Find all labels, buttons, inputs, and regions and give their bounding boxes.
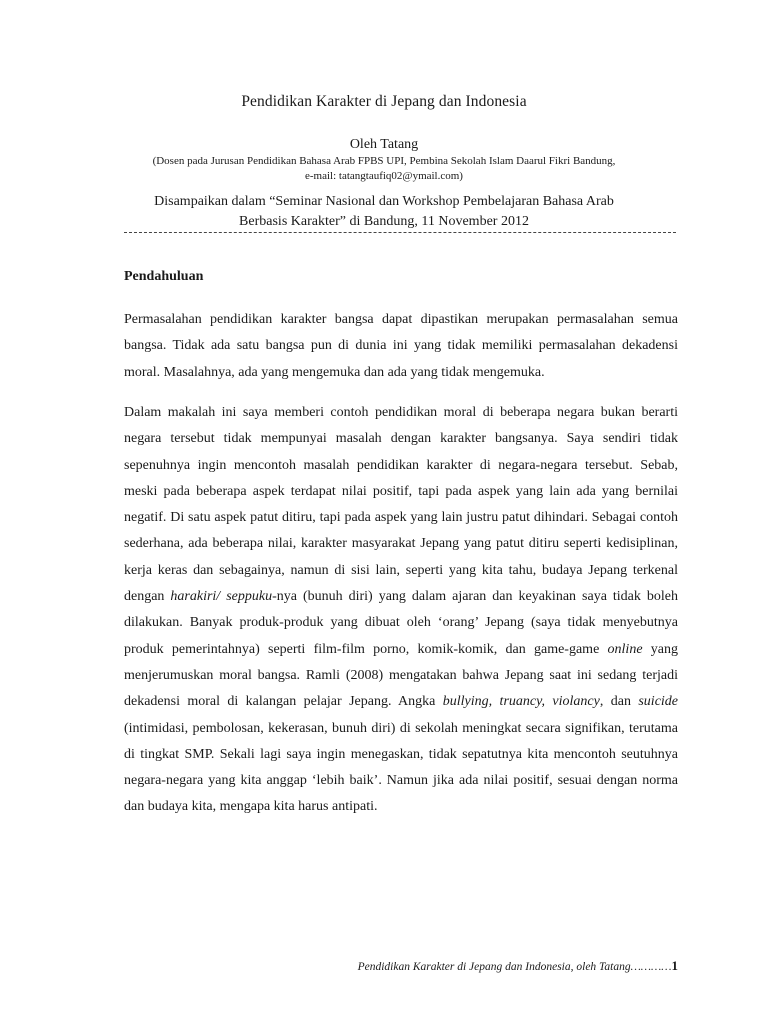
footer-text: Pendidikan Karakter di Jepang dan Indonesia, oleh Tatang…………: [357, 961, 672, 973]
affiliation-email: e-mail: tatangtaufiq02@ymail.com): [305, 170, 463, 182]
paragraph-2-text: , dan: [599, 694, 639, 710]
presented-line-1: Disampaikan dalam “Seminar Nasional dan Workshop Pembelajaran Bahasa Arab: [154, 194, 614, 209]
italic-term: bullying, truancy, violancy: [442, 694, 600, 710]
paragraph-1: Permasalahan pendidikan karakter bangsa dapat dipastikan merupakan permasalahan semua bangsa. Tidak ada satu bangsa pun di dunia ini yang tidak memiliki permasalahan dekadensi moral. Masalahnya, ada yang mengemuka dan ada yang tidak mengemuka.: [124, 312, 678, 380]
italic-term: online: [607, 641, 643, 657]
presented-at: [0, 192, 768, 232]
presented-line-2: Berbasis Karakter” di Bandung, 11 November 2012: [239, 214, 529, 229]
dashed-divider: [124, 232, 676, 233]
author-line: Oleh Tatang: [349, 137, 419, 152]
author-affiliation: [0, 154, 768, 184]
paragraph-2-text: yang menjerumuskan moral bangsa. Ramli (2008) mengatakan bahwa Jepang saat ini sedang terjadi dekadensi moral di kalangan pelajar Jepang. Angka: [124, 641, 679, 710]
paragraph-2-text: -nya (bunuh diri) yang dalam ajaran dan keyakinan saya tidak boleh dilakukan. Banyak produk-produk yang dibuat oleh ‘orang’ Jepang (saya tidak menyebutnya produk pemerintahnya) seperti film-film porno, komik-komik, dan game-game: [124, 589, 678, 657]
affiliation-line-1: (Dosen pada Jurusan Pendidikan Bahasa Arab FPBS UPI, Pembina Sekolah Islam Daarul Fikri Bandung,: [152, 155, 616, 167]
page-footer: [358, 958, 678, 974]
paragraph-2-text: (intimidasi, pembolosan, kekerasan, bunuh diri) di sekolah meningkat secara signifikan, terutama di tingkat SMP. Sekali lagi saya ingin menegaskan, tidak sepatutnya kita mencontoh seutuhnya negara-negara yang kita anggap ‘lebih baik’. Namun jika ada nilai positif, sesuai dengan norma dan budaya kita, mengapa kita harus antipati.: [124, 720, 678, 815]
paragraph-2: [124, 400, 678, 821]
paragraph-2-text: Dalam makalah ini saya memberi contoh pendidikan moral di beberapa negara bukan berarti negara tersebut tidak mempunyai masalah dengan karakter bangsanya. Saya sendiri tidak sepenuhnya ingin mencontoh masalah pendidikan karakter di negara-negara tersebut. Sebab, meski pada beberapa aspek terdapat nilai positif, tapi pada aspek yang lain ada yang bernilai negatif. Di satu aspek patut ditiru, tapi pada aspek yang lain justru patut dihindari. Sebagai contoh sederhana, ada beberapa nilai, karakter masyarakat Jepang yang patut ditiru seperti kedisiplinan, kerja keras dan sebagainya, namun di sisi lain, seperti yang kita tahu, budaya Jepang terkenal dengan: [124, 405, 678, 605]
italic-term: harakiri/ seppuku: [170, 589, 273, 605]
document-title: Pendidikan Karakter di Jepang dan Indonesia: [241, 93, 527, 110]
page-number: 1: [671, 958, 678, 973]
section-heading: Pendahuluan: [124, 269, 204, 284]
italic-term: suicide: [638, 694, 679, 710]
